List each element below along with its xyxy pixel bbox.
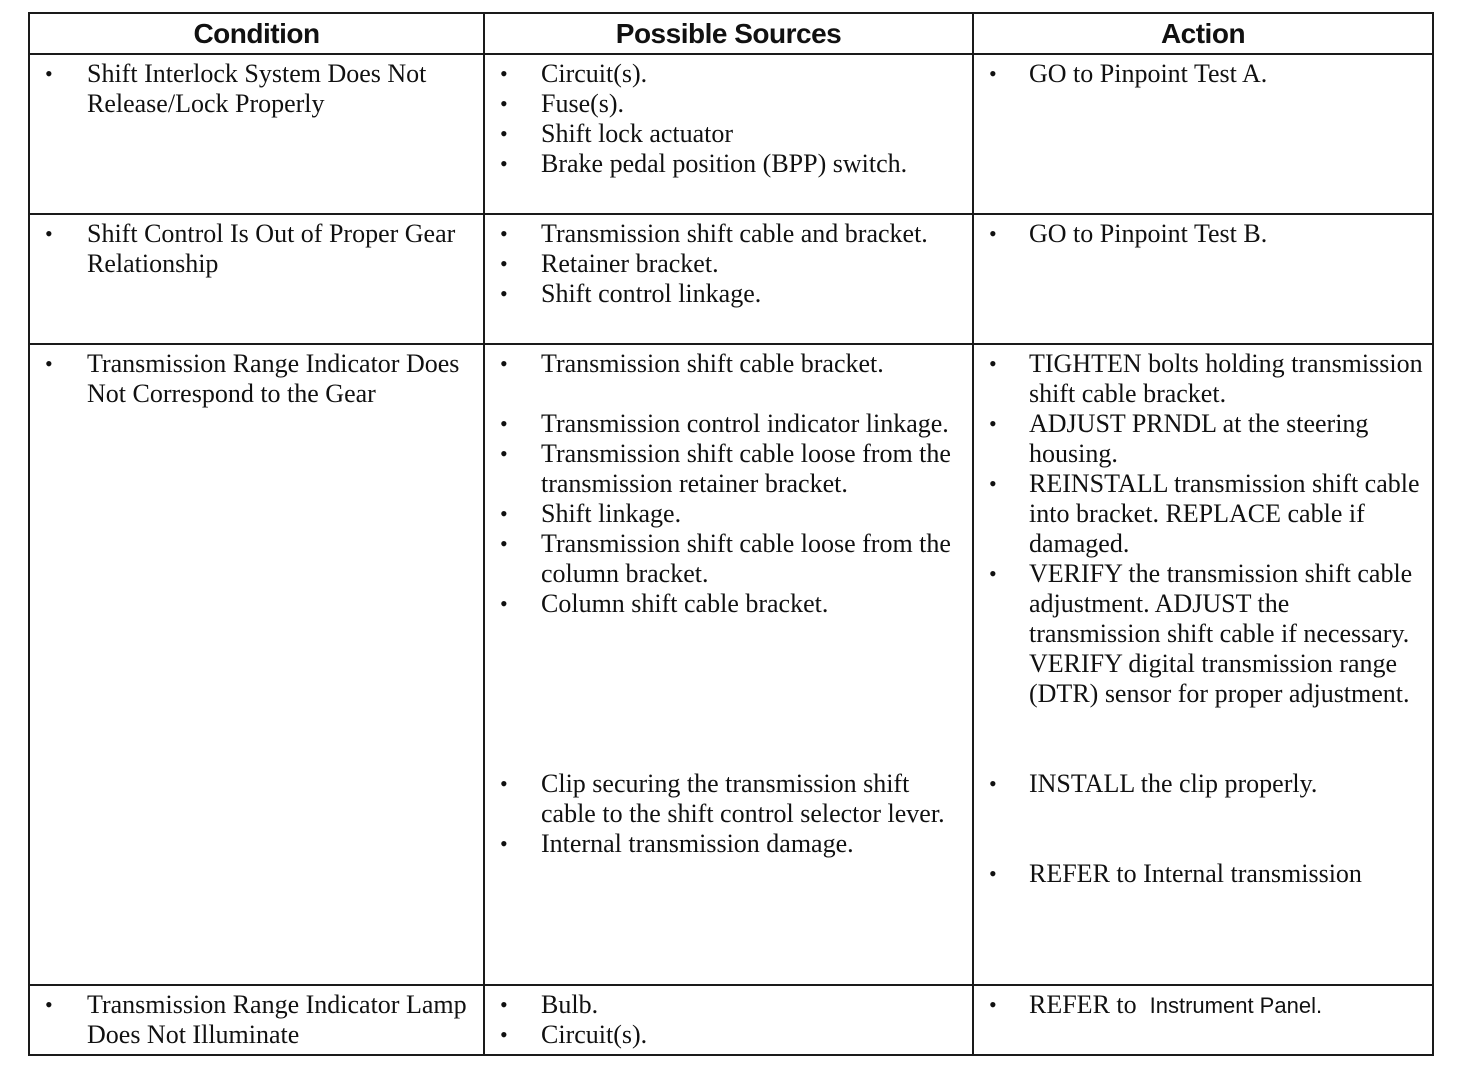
list-item: • Shift Control Is Out of Proper Gear Relationship xyxy=(30,219,483,279)
action-cell xyxy=(973,985,1433,1055)
header-action: Action xyxy=(973,13,1433,54)
header-condition: Condition xyxy=(29,13,484,54)
list-item: • Retainer bracket. xyxy=(485,249,972,279)
action-cell xyxy=(973,344,1433,985)
list-item: • Brake pedal position (BPP) switch. xyxy=(485,149,972,179)
list-item: • Transmission shift cable loose from the transmission retainer bracket. xyxy=(485,439,972,499)
list-item: • Transmission Range Indicator Lamp Does Not Illuminate xyxy=(30,990,483,1050)
header-row xyxy=(29,13,1433,54)
list-item: • Bulb. xyxy=(485,990,972,1020)
table-row xyxy=(29,54,1433,214)
list-item: • GO to Pinpoint Test A. xyxy=(974,59,1432,89)
header-possible-sources: Possible Sources xyxy=(484,13,973,54)
list-item: • Transmission Range Indicator Does Not Correspond to the Gear xyxy=(30,349,483,409)
list-item: • TIGHTEN bolts holding transmission shift cable bracket. xyxy=(974,349,1432,409)
list-item: • Shift linkage. xyxy=(485,499,972,529)
table-row xyxy=(29,985,1433,1055)
action-cell xyxy=(973,54,1433,214)
table-row xyxy=(29,344,1433,985)
list-item: • ADJUST PRNDL at the steering housing. xyxy=(974,409,1432,469)
table-row xyxy=(29,214,1433,344)
list-item: • INSTALL the clip properly. xyxy=(974,769,1432,799)
list-item: • Transmission shift cable loose from the column bracket. xyxy=(485,529,972,589)
condition-cell xyxy=(29,344,484,985)
list-item: • Circuit(s). xyxy=(485,59,972,89)
list-item: • GO to Pinpoint Test B. xyxy=(974,219,1432,249)
list-item: • VERIFY the transmission shift cable adjustment. ADJUST the transmission shift cable if necessary. VERIFY digital transmission range (DTR) sensor for proper adjustment. xyxy=(974,559,1432,709)
list-item: • Transmission control indicator linkage. xyxy=(485,409,972,439)
sources-cell xyxy=(484,214,973,344)
list-item: • Clip securing the transmission shift cable to the shift control selector lever. xyxy=(485,769,972,829)
list-item: • Shift Interlock System Does Not Release/Lock Properly xyxy=(30,59,483,119)
refer-target: Instrument Panel. xyxy=(1149,993,1323,1018)
list-item: • REINSTALL transmission shift cable into bracket. REPLACE cable if damaged. xyxy=(974,469,1432,559)
list-item: • REFER to Internal transmission xyxy=(974,859,1432,889)
diagnosis-table xyxy=(28,12,1434,1056)
list-item xyxy=(974,990,1432,1021)
condition-cell xyxy=(29,985,484,1055)
list-item: • Column shift cable bracket. xyxy=(485,589,972,619)
sources-cell xyxy=(484,985,973,1055)
condition-cell xyxy=(29,54,484,214)
list-item: • Fuse(s). xyxy=(485,89,972,119)
list-item: • Shift lock actuator xyxy=(485,119,972,149)
list-item: • Internal transmission damage. xyxy=(485,829,972,859)
condition-cell xyxy=(29,214,484,344)
list-item: • Transmission shift cable bracket. xyxy=(485,349,972,379)
list-item: • Shift control linkage. xyxy=(485,279,972,309)
sources-cell xyxy=(484,344,973,985)
list-item: • Circuit(s). xyxy=(485,1020,972,1050)
sources-cell xyxy=(484,54,973,214)
refer-prefix: REFER to xyxy=(1029,990,1137,1019)
list-item: • Transmission shift cable and bracket. xyxy=(485,219,972,249)
action-cell xyxy=(973,214,1433,344)
